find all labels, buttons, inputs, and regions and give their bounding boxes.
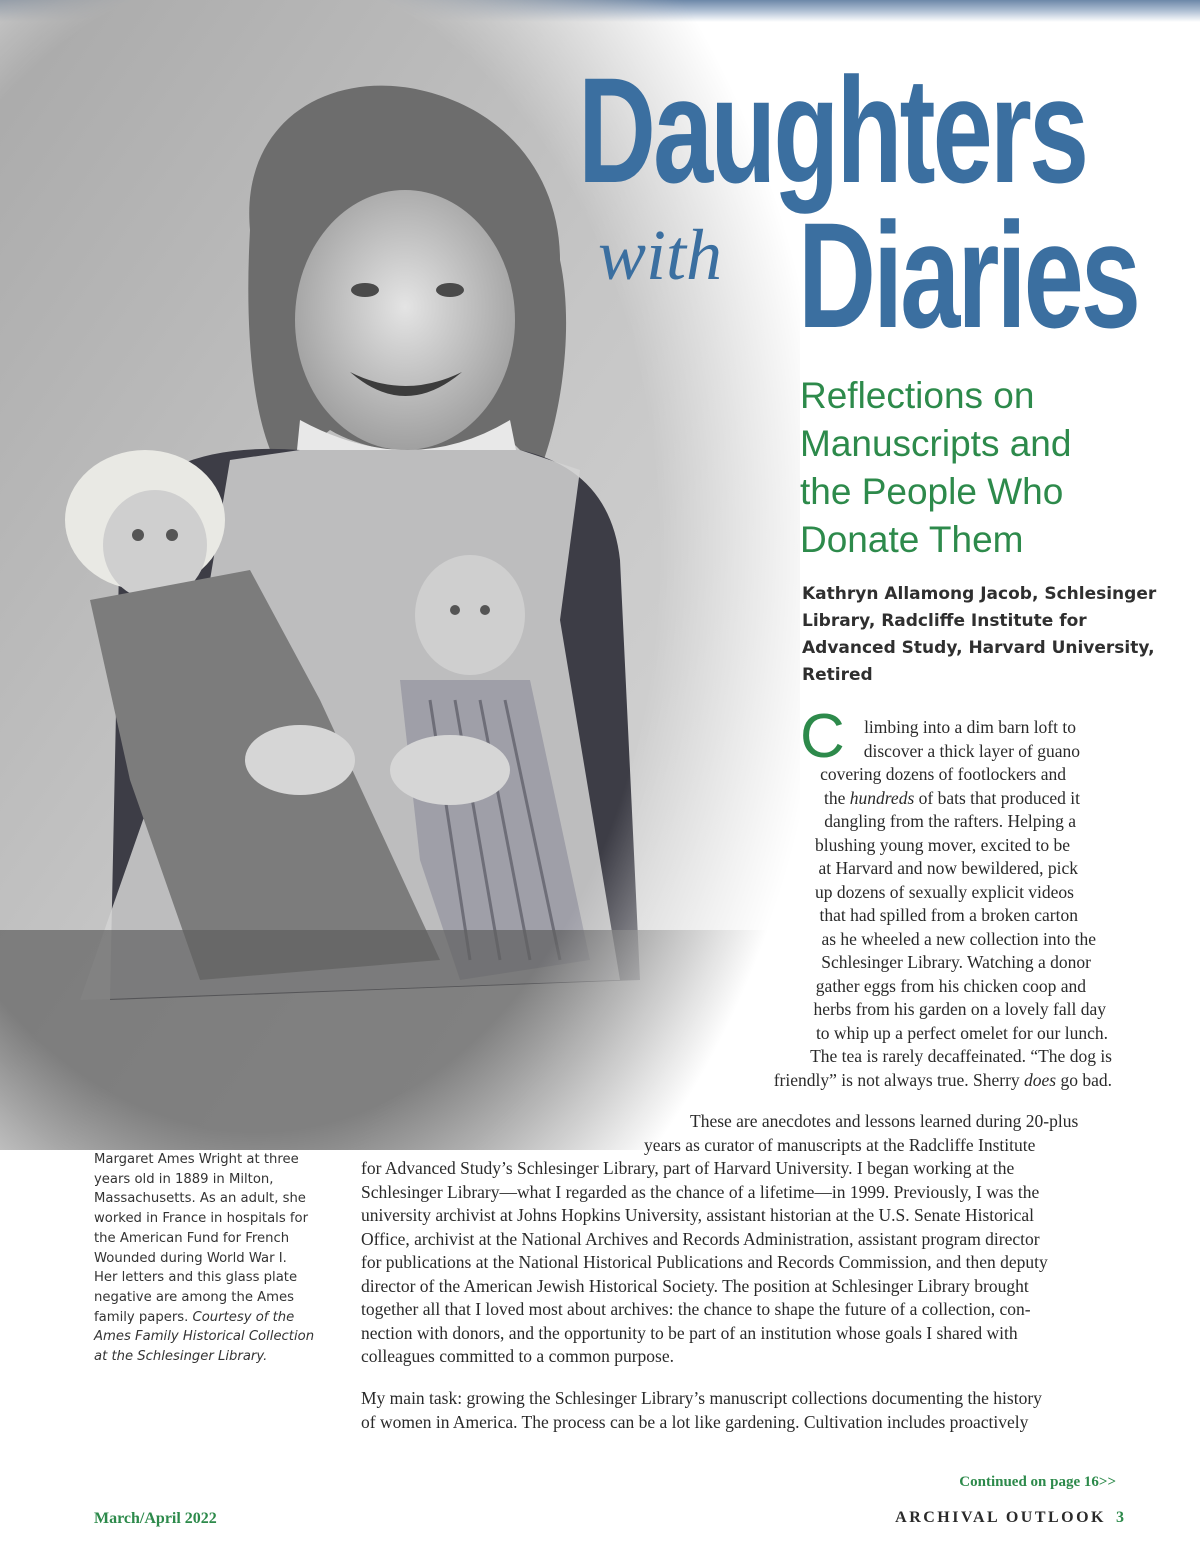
lead-line: as he wheeled a new collection into the	[821, 928, 1096, 949]
footer-issue-date: March/April 2022	[94, 1510, 217, 1527]
caption-line: Her letters and this glass plate	[94, 1270, 298, 1286]
continued-link[interactable]: Continued on page 16>>	[959, 1474, 1116, 1490]
title-with: with	[598, 215, 723, 295]
lead-line: discover a thick layer of guano	[863, 740, 1080, 761]
paragraph1-body	[361, 1157, 1101, 1369]
body-line: Office, archivist at the National Archives and Records Administration, assistant program director	[361, 1228, 1040, 1249]
lead-line-hundreds: the hundreds of bats that produced it	[824, 787, 1080, 808]
body-line: My main task: growing the Schlesinger Library’s manuscript collections documenting the history	[361, 1388, 1042, 1408]
byline-line: Kathryn Allamong Jacob, Schlesinger	[802, 584, 1157, 604]
lead-line: gather eggs from his chicken coop and	[815, 975, 1086, 996]
body-line: director of the American Jewish Historical Society. The position at Schlesinger Library brought	[361, 1275, 1029, 1296]
byline-line: Retired	[802, 665, 873, 685]
lead-line: dangling from the rafters. Helping a	[824, 811, 1076, 831]
lead-line: covering dozens of footlockers and	[820, 764, 1066, 784]
body-line: for publications at the National Historical Publications and Records Commission, and then deputy	[361, 1252, 1048, 1272]
lead-line: The tea is rarely decaffeinated. “The dog is	[810, 1046, 1112, 1066]
lead-line: at Harvard and now bewildered, pick	[818, 858, 1078, 878]
lead-line: that had spilled from a broken carton	[819, 905, 1078, 925]
caption-line: the American Fund for French	[94, 1230, 290, 1246]
lead-line-does: friendly” is not always true. Sherry does go bad.	[773, 1069, 1112, 1090]
lead-line: to whip up a perfect omelet for our lunch.	[815, 1022, 1108, 1043]
paragraph1-second-line: years as curator of manuscripts at the Radcliffe Institute	[644, 1134, 1036, 1155]
caption-line: years old in 1889 in Milton,	[94, 1171, 274, 1187]
paragraph2-body	[361, 1387, 1101, 1434]
page-number: 3	[1116, 1509, 1124, 1526]
title-daughters: Daughters	[578, 46, 1087, 214]
title-diaries: Diaries	[798, 191, 1139, 359]
caption-line: Wounded during World War I.	[94, 1250, 287, 1266]
body-line: for Advanced Study’s Schlesinger Library, part of Harvard University. I began working at the	[361, 1158, 1015, 1178]
lead-line: limbing into a dim barn loft to	[864, 717, 1076, 737]
caption-line: worked in France in hospitals for	[94, 1211, 309, 1227]
subtitle-line: Reflections on	[800, 375, 1035, 416]
body-line: colleagues committed to a common purpose.	[361, 1346, 674, 1366]
lead-line: Schlesinger Library. Watching a donor	[821, 952, 1091, 972]
subtitle-line: Donate Them	[800, 519, 1024, 560]
body-line: Schlesinger Library—what I regarded as the chance of a lifetime—in 1999. Previously, I was the	[361, 1181, 1040, 1202]
caption-line: Massachusetts. As an adult, she	[94, 1191, 306, 1207]
byline-line: Advanced Study, Harvard University,	[802, 638, 1155, 658]
lead-line: herbs from his garden on a lovely fall day	[813, 999, 1106, 1019]
byline-line: Library, Radcliffe Institute for	[802, 611, 1087, 631]
subtitle-line: Manuscripts and	[800, 423, 1072, 464]
caption-text: family papers.	[94, 1309, 189, 1325]
paragraph1-first-line: These are anecdotes and lessons learned during 20-plus	[690, 1111, 1079, 1131]
subtitle	[800, 372, 1170, 564]
caption-credit-line: Ames Family Historical Collection	[94, 1329, 315, 1345]
caption-line: negative are among the Ames	[94, 1289, 294, 1305]
publication-name: ARCHIVAL OUTLOOK	[895, 1509, 1106, 1526]
lead-line: up dozens of sexually explicit videos	[814, 881, 1074, 902]
body-line: nection with donors, and the opportunity to be part of an institution whose goals I shared with	[361, 1322, 1018, 1343]
caption-line: Margaret Ames Wright at three	[94, 1152, 299, 1167]
body-line: university archivist at Johns Hopkins University, assistant historian at the U.S. Senate Historical	[361, 1205, 1035, 1225]
lead-line: blushing young mover, excited to be	[815, 834, 1070, 855]
body-line: of women in America. The process can be a lot like gardening. Cultivation includes proactively	[361, 1411, 1029, 1432]
footer-publication	[895, 1509, 1124, 1527]
caption-credit: Courtesy of the	[192, 1309, 295, 1325]
caption-line-mixed	[94, 1308, 309, 1328]
body-line: together all that I loved most about archives: the chance to shape the future of a collection, con-	[361, 1299, 1031, 1319]
caption-credit-line: at the Schlesinger Library.	[94, 1349, 268, 1365]
drop-cap: C	[800, 702, 845, 771]
subtitle-line: the People Who	[800, 471, 1064, 512]
photo-caption	[94, 1150, 315, 1367]
author-byline	[802, 581, 1162, 689]
